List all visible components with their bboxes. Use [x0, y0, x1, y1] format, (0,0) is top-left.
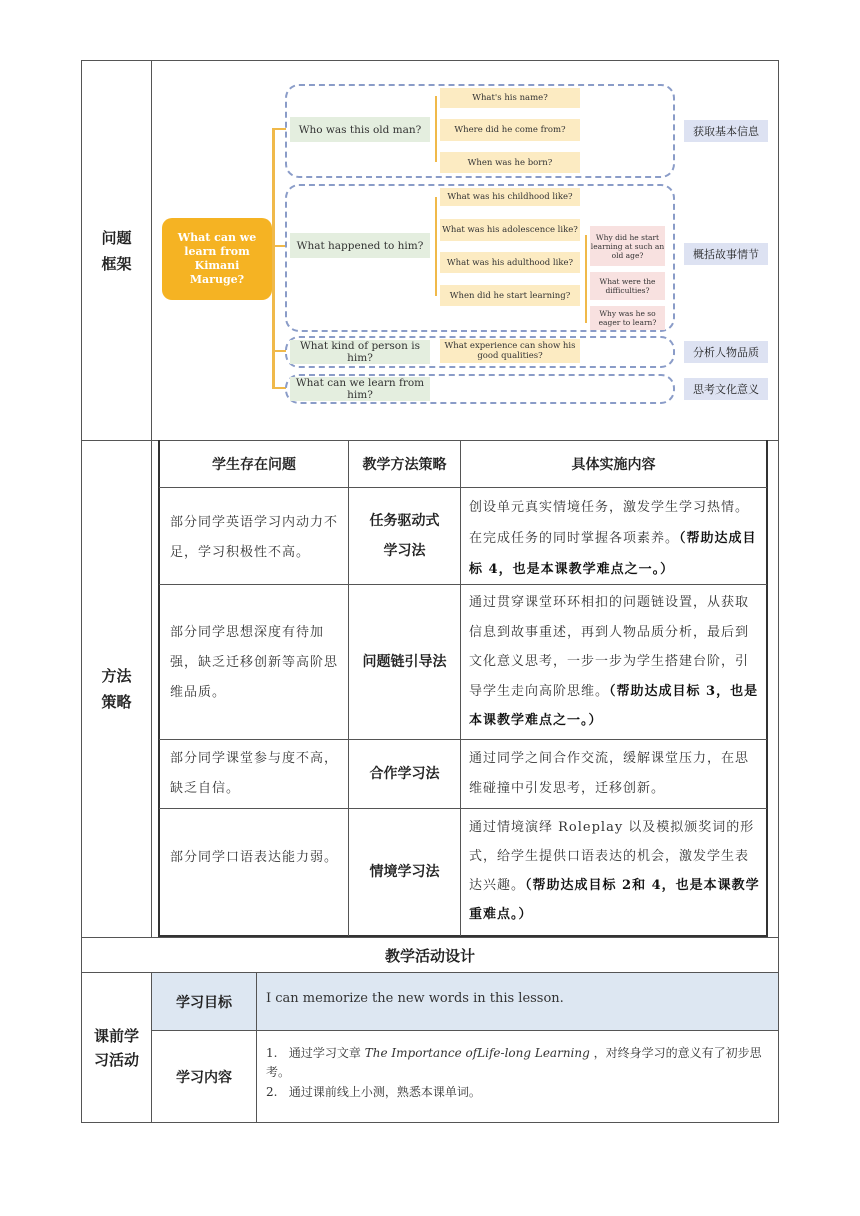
table-row	[160, 585, 767, 739]
problem-cell: 部分同学课堂参与度不高，缺乏自信。	[170, 751, 339, 796]
method-cell: 任务驱动式 学习法	[369, 513, 440, 559]
tag-cultural-meaning: 思考文化意义	[684, 378, 768, 400]
method-cell: 问题链引导法	[362, 654, 447, 670]
table-row	[160, 740, 767, 808]
mindmap-connector	[272, 350, 286, 352]
question-node: What was his adolescence like?	[440, 219, 580, 241]
framework-row-label: 问题 框架	[101, 228, 132, 273]
sub-question-node: What were the difficulties?	[590, 272, 665, 300]
question-node: What experience can show his good qualities?	[440, 339, 580, 363]
question-node: When was he born?	[440, 152, 580, 173]
question-node: What was his adulthood like?	[440, 252, 580, 273]
branch-node-3: What kind of person is him?	[290, 340, 430, 364]
mindmap-connector	[272, 245, 286, 247]
list-item: 1. 通过学习文章 The Importance ofLife-long Learning ，对终身学习的意义有了初步思考。	[266, 1046, 762, 1079]
objective-label: 学习目标	[176, 994, 232, 1011]
tag-story-plot: 概括故事情节	[684, 243, 768, 265]
sub-question-node: Why was he so eager to learn?	[590, 306, 665, 330]
content-cell: 创设单元真实情境任务，激发学生学习热情。在完成任务的同时掌握各项素养。（帮助达成目标 4，也是本课教学难点之一。）	[469, 500, 757, 577]
header-content: 具体实施内容	[571, 457, 656, 473]
content-cell: 通过情境演绎 Roleplay 以及模拟颁奖词的形式，给学生提供口语表达的机会，激发学生表达兴趣。（帮助达成目标 2和 4，也是本课教学重难点。）	[469, 820, 760, 922]
mindmap-center-node: What can we learn from Kimani Maruge?	[162, 218, 272, 300]
problem-cell: 部分同学口语表达能力弱。	[170, 850, 339, 865]
table-row	[160, 809, 767, 935]
method-cell: 情境学习法	[369, 864, 440, 880]
header-problem: 学生存在问题	[212, 457, 296, 473]
mindmap-connector	[272, 128, 286, 130]
header-method: 教学方法策略	[362, 457, 447, 473]
preclass-row-label: 课前学 习活动	[93, 1026, 139, 1069]
question-node: What was his childhood like?	[440, 188, 580, 206]
list-item: 2. 通过课前线上小测，熟悉本课单词。	[266, 1085, 481, 1099]
branch-node-4: What can we learn from him?	[290, 377, 430, 401]
strategy-row-label: 方法 策略	[101, 667, 132, 711]
branch-node-2: What happened to him?	[290, 233, 430, 258]
sub-question-node: Why did he start learning at such an old age?	[590, 226, 665, 266]
question-node: What's his name?	[440, 88, 580, 108]
problem-cell: 部分同学思想深度有待加强，缺乏迁移创新等高阶思维品质。	[170, 625, 339, 700]
objective-text: I can memorize the new words in this lesson.	[266, 991, 564, 1006]
content-cell: 通过贯穿课堂环环相扣的问题链设置，从获取信息到故事重述，再到人物品质分析，最后到文化意义思考，一步一步为学生搭建台阶，引导学生走向高阶思维。（帮助达成目标 3，也是本课教学难点之一。）	[469, 595, 759, 728]
question-node: Where did he come from?	[440, 119, 580, 141]
question-node: When did he start learning?	[440, 285, 580, 306]
problem-cell: 部分同学英语学习内动力不足，学习积极性不高。	[170, 515, 339, 560]
content-label: 学习内容	[176, 1069, 232, 1086]
table-row	[160, 488, 767, 584]
content-list	[266, 1044, 771, 1102]
tag-basic-info: 获取基本信息	[684, 120, 768, 142]
content-cell: 通过同学之间合作交流，缓解课堂压力，在思维碰撞中引发思考，迁移创新。	[469, 751, 750, 796]
tag-character-quality: 分析人物品质	[684, 341, 768, 363]
method-cell: 合作学习法	[369, 766, 440, 782]
branch-node-1: Who was this old man?	[290, 117, 430, 142]
mindmap-connector	[272, 387, 286, 389]
activity-design-title: 教学活动设计	[384, 946, 475, 965]
